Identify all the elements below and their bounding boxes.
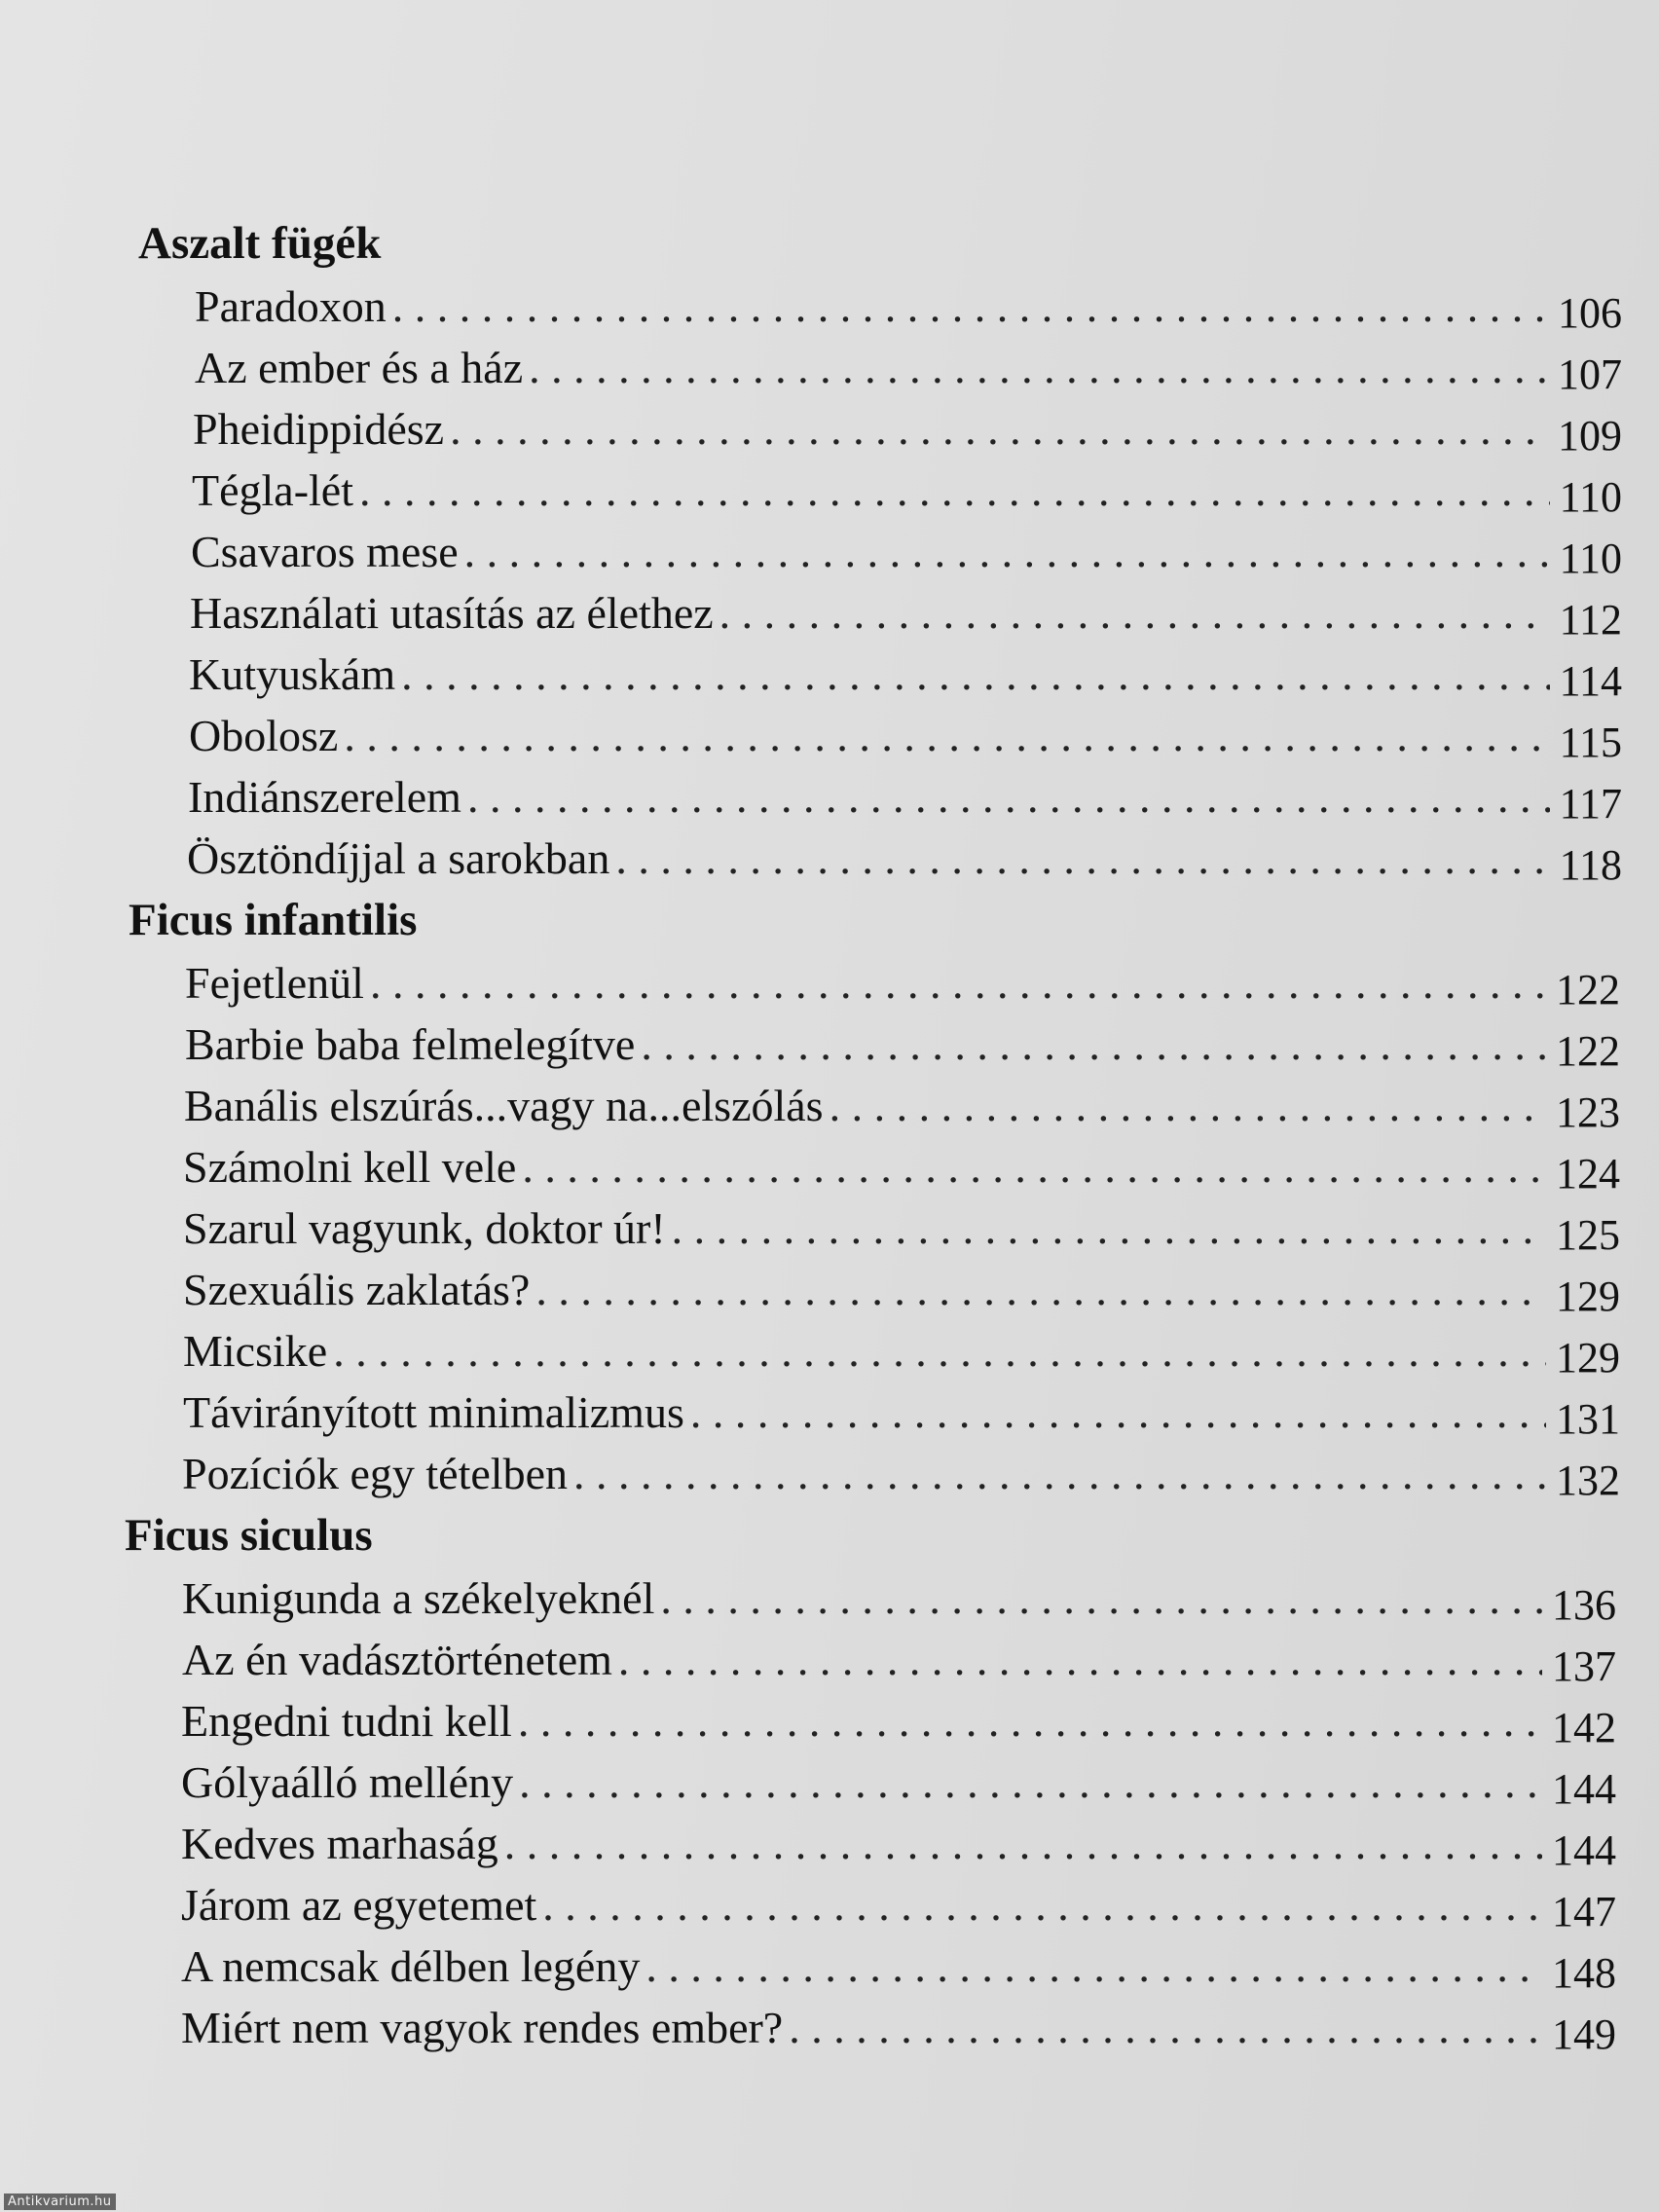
entry-title: Pozíciók egy tételben — [182, 1449, 568, 1498]
toc-entry — [187, 828, 1622, 889]
dot-leader — [542, 1874, 1542, 1936]
toc-entry — [190, 582, 1622, 644]
entry-title: Csavaros mese — [191, 527, 459, 576]
entry-title: Obolosz — [189, 711, 339, 760]
section-title: Aszalt fügék — [138, 218, 382, 269]
dot-leader — [535, 1259, 1546, 1320]
page-number: 142 — [1552, 1704, 1616, 1751]
page-number: 125 — [1556, 1211, 1620, 1259]
entry-title: Banális elszúrás...vagy na...elszólás — [184, 1081, 824, 1130]
dot-leader — [518, 1690, 1542, 1751]
toc-entry — [181, 1751, 1616, 1813]
entry-title: Használati utasítás az élethez — [190, 588, 714, 638]
toc-entry — [181, 1813, 1616, 1874]
entry-title: Barbie baba felmelegítve — [185, 1019, 636, 1069]
entry-title: Fejetlenül — [185, 958, 364, 1008]
dot-leader — [573, 1443, 1546, 1504]
entry-title: Paradoxon — [195, 281, 387, 331]
entry-title: Pheidippidész — [193, 404, 445, 454]
entry-title: Engedni tudni kell — [181, 1696, 512, 1746]
dot-leader — [690, 1382, 1546, 1443]
dot-leader — [344, 705, 1549, 766]
toc-entry — [181, 1997, 1616, 2058]
toc-entry — [191, 521, 1622, 582]
toc-section-ficus-infantilis — [0, 889, 1659, 1504]
page-number: 123 — [1556, 1088, 1620, 1136]
dot-leader — [672, 1198, 1546, 1259]
entry-title: Indiánszerelem — [188, 772, 461, 822]
entry-title: Micsike — [183, 1326, 328, 1376]
toc-entry — [183, 1198, 1620, 1259]
page-number: 112 — [1559, 596, 1622, 644]
toc-entry — [193, 398, 1622, 460]
dot-leader — [450, 398, 1548, 460]
dot-leader — [392, 276, 1548, 337]
page-number: 144 — [1552, 1826, 1616, 1874]
entry-title: A nemcsak délben legény — [181, 1941, 641, 1991]
page-number: 110 — [1559, 473, 1622, 521]
page-number: 122 — [1556, 966, 1620, 1014]
dot-leader — [370, 952, 1546, 1014]
dot-leader — [401, 644, 1550, 705]
toc-entry — [183, 1259, 1620, 1320]
page-number: 129 — [1556, 1334, 1620, 1382]
dot-leader — [519, 1751, 1542, 1813]
dot-leader — [333, 1320, 1546, 1382]
page-number: 122 — [1556, 1027, 1620, 1075]
entry-title: Az ember és a ház — [195, 343, 524, 392]
page-number: 132 — [1556, 1456, 1620, 1504]
entry-title: Szexuális zaklatás? — [183, 1265, 531, 1314]
dot-leader — [529, 337, 1548, 398]
dot-leader — [789, 1997, 1542, 2058]
toc-entry — [195, 276, 1622, 337]
toc-entry — [181, 1690, 1616, 1751]
page-number: 115 — [1559, 719, 1622, 766]
page-number: 124 — [1556, 1150, 1620, 1198]
dot-leader — [359, 460, 1550, 521]
toc-entry — [189, 705, 1622, 766]
page-number: 129 — [1556, 1272, 1620, 1320]
page-number: 107 — [1558, 350, 1622, 398]
toc-entry — [192, 460, 1622, 521]
page-number: 131 — [1556, 1395, 1620, 1443]
page-number: 147 — [1552, 1888, 1616, 1936]
dot-leader — [615, 828, 1549, 889]
dot-leader — [641, 1014, 1546, 1075]
section-title: Ficus siculus — [125, 1510, 373, 1561]
page-number: 110 — [1559, 535, 1622, 582]
toc-entry — [184, 1075, 1620, 1136]
entry-title: Ösztöndíjjal a sarokban — [187, 833, 610, 883]
toc-entry — [189, 644, 1622, 705]
toc-entry — [181, 1936, 1616, 1997]
entry-title: Gólyaálló mellény — [181, 1757, 514, 1807]
toc-entry — [182, 1567, 1616, 1629]
dot-leader — [660, 1567, 1542, 1629]
toc-entry — [188, 766, 1622, 828]
entry-title: Távirányított minimalizmus — [183, 1387, 684, 1437]
table-of-contents — [0, 212, 1659, 2058]
watermark: Antikvarium.hu — [4, 2194, 116, 2210]
entry-title: Járom az egyetemet — [181, 1880, 537, 1930]
toc-entry — [181, 1874, 1616, 1936]
dot-leader — [467, 766, 1550, 828]
toc-entry — [183, 1320, 1620, 1382]
dot-leader — [645, 1936, 1542, 1997]
entry-title: Tégla-lét — [192, 465, 354, 515]
page-number: 148 — [1552, 1949, 1616, 1997]
toc-entry — [182, 1629, 1616, 1690]
entry-title: Kutyuskám — [189, 649, 396, 699]
entry-title: Miért nem vagyok rendes ember? — [181, 2003, 784, 2052]
page-number: 118 — [1559, 841, 1622, 889]
page-number: 114 — [1559, 657, 1622, 705]
toc-section-ficus-siculus — [0, 1504, 1659, 2058]
dot-leader — [504, 1813, 1542, 1874]
entry-title: Kedves marhaság — [181, 1819, 498, 1868]
toc-section-aszalt-fugek — [0, 212, 1659, 889]
page-number: 144 — [1552, 1765, 1616, 1813]
dot-leader — [464, 521, 1550, 582]
dot-leader — [618, 1629, 1542, 1690]
page-number: 136 — [1552, 1581, 1616, 1629]
entry-title: Számolni kell vele — [183, 1142, 517, 1192]
toc-entry — [183, 1382, 1620, 1443]
toc-entry — [185, 1014, 1620, 1075]
toc-entry — [185, 952, 1620, 1014]
page-number: 117 — [1559, 780, 1622, 828]
entry-title: Kunigunda a székelyeknél — [182, 1573, 655, 1623]
toc-entry — [183, 1136, 1620, 1198]
toc-entry — [195, 337, 1622, 398]
page-number: 106 — [1558, 289, 1622, 337]
page-number: 137 — [1552, 1642, 1616, 1690]
section-title: Ficus infantilis — [129, 895, 418, 945]
entry-title: Az én vadásztörténetem — [182, 1635, 612, 1684]
dot-leader — [522, 1136, 1546, 1198]
dot-leader — [719, 582, 1550, 644]
toc-entry — [182, 1443, 1620, 1504]
dot-leader — [830, 1075, 1546, 1136]
page-number: 109 — [1558, 412, 1622, 460]
page-number: 149 — [1552, 2010, 1616, 2058]
entry-title: Szarul vagyunk, doktor úr! — [183, 1203, 666, 1253]
